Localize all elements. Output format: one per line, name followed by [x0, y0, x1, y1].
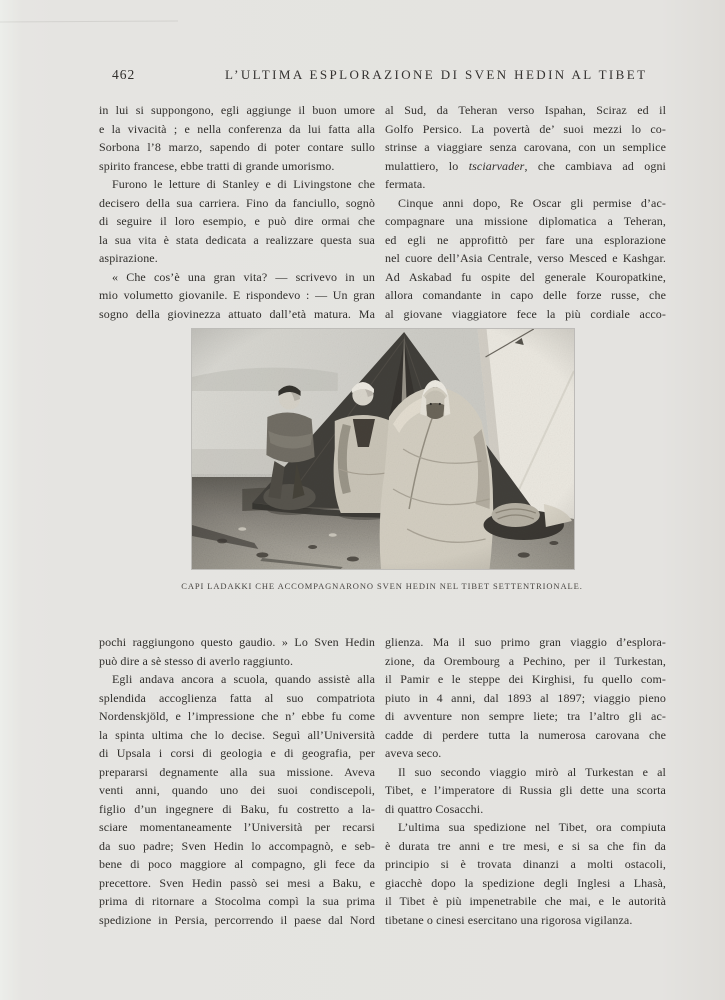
text-line: fermata.: [385, 177, 426, 191]
text-line: Furono le letture di Stanley e di Livingstone che: [112, 177, 375, 191]
text-line: è durata tre anni e tre mesi, e si sa che fin da: [385, 838, 666, 853]
text-line: decisero della sua carriera. Fino da fanciullo, sognò: [99, 195, 375, 210]
text-line: di avventure non sempre liete; tra l’altro gli ac-: [385, 709, 666, 723]
text-line: Nordenskjöld, e l’impressione che n’ ebbe fu come: [99, 709, 375, 723]
text-line: Sorbona l’8 marzo, sapendo di poter contare sullo: [99, 140, 375, 154]
text-line: nel cuore dell’Asia Centrale, verso Mesced e Kashgar.: [385, 251, 666, 265]
text-line: pochi raggiungono questo gaudio. » Lo Sven Hedin: [99, 635, 375, 649]
text-line: Egli andava ancora a scuola, quando assistè alla: [112, 672, 375, 686]
text-line: Tibet, e l’imperatore di Russia gli dette una scorta: [385, 783, 666, 797]
photo-ladakhi-chiefs: [192, 329, 574, 569]
text-line: in lui si suppongono, egli aggiunge il buon umore: [99, 103, 375, 117]
text-line: e la vivacità ; e nella conferenza da lui fatta alla: [99, 121, 375, 136]
text-line: ed egli ne approfittò per fare una esplorazione: [385, 232, 666, 247]
text-line: Ad Askabad fu ospite del generale Kouropatkine,: [385, 269, 666, 284]
text-line: tibetane o cinesi esercitano una rigorosa vigilanza.: [385, 912, 633, 927]
text-line: « Che cos’è una gran vita? — scrivevo in un: [112, 269, 375, 284]
text-line: al giovane viaggiatore fece la più cordiale acco-: [385, 306, 666, 321]
text-line: può dire a sè stesso di averlo raggiunto.: [99, 653, 294, 668]
page-number: 462: [112, 67, 136, 82]
text-column-top-right: [385, 101, 666, 323]
text-line: principio si è trovata dinanzi a molti ostacoli,: [385, 857, 666, 871]
text-line: di seguire il loro esempio, e può dire ormai che: [99, 214, 375, 228]
text-line: Cinque anni dopo, Re Oscar gli permise d’ac-: [398, 195, 666, 210]
photo-illustration: [192, 329, 574, 569]
text-column-top-left: [99, 101, 375, 323]
text-line: al Sud, da Teheran verso Ispahan, Sciraz ed il: [385, 103, 666, 117]
text-line: aspirazione.: [99, 251, 158, 265]
text-line: il Pamir e le steppe dei Kirghisi, fu quello com-: [385, 672, 666, 686]
text-line: bene di poco maggiore al compagno, gli fece da: [99, 857, 375, 871]
scan-page-edge: [0, 21, 178, 23]
text-line: di Upsala i corsi di geologia e di geografia, per: [99, 746, 375, 760]
running-title: L’ULTIMA ESPLORAZIONE DI SVEN HEDIN AL TIBET: [225, 67, 648, 82]
text-line: di quattro Cosacchi.: [385, 801, 484, 816]
text-line: sciare momentaneamente l’Università per recarsi: [99, 820, 375, 834]
photo-caption: CAPI LADAKKI CHE ACCOMPAGNARONO SVEN HEDIN NEL TIBET SETTENTRIONALE.: [181, 581, 583, 591]
text-line: spirito francese, ebbe tratti di grande umorismo.: [99, 158, 335, 173]
text-line: giacchè dopo la spedizione degli Inglesi a Lhasà,: [385, 875, 666, 890]
text-column-bottom-left: [99, 633, 375, 929]
text-line: cadde di perdere tutta la numerosa carovana che: [385, 727, 666, 742]
photo-vignette: [192, 329, 574, 569]
text-line: splendida accoglienza fatta al suo compatriota: [99, 690, 375, 705]
text-line: precettore. Sven Hedin passò sei mesi a Baku, e: [99, 875, 375, 890]
text-line: strinse a viaggiare senza carovana, con un semplice: [385, 140, 666, 154]
text-line: compagnare una missione diplomatica a Teheran,: [385, 214, 666, 228]
text-line: Il suo secondo viaggio mirò al Turkestan e al: [398, 764, 666, 779]
text-line: la sua vita è stata dedicata a realizzare questa sua: [99, 232, 375, 247]
text-line: spedizione in Persia, percorrendo il paese dal Nord: [99, 912, 375, 927]
text-line: prepararsi degnamente alla sua missione. Aveva: [99, 764, 375, 779]
text-line: prima di ritornare a Stocolma compì la sua prima: [99, 894, 375, 908]
text-line: glienza. Ma il suo primo gran viaggio d’esplora-: [385, 635, 666, 649]
text-line: venti anni, quando uno dei suoi condiscepoli,: [99, 783, 375, 797]
text-line: zione, da Orembourg a Pechino, per il Turkestan,: [385, 653, 666, 668]
text-line: la spinta ultima che lo decise. Seguì all’Università: [99, 727, 375, 742]
text-line: piuto in 4 anni, dal 1893 al 1897; viaggio pieno: [385, 690, 666, 705]
text-line: Golfo Persico. La povertà de’ suoi mezzi lo co-: [385, 121, 666, 136]
text-line: il Tibet è più impenetrabile che mai, e le autorità: [385, 894, 666, 908]
text-column-bottom-right: [385, 633, 666, 929]
text-line: mulattiero, lo tsciarvader, che cambiava ad ogni: [385, 158, 666, 173]
text-line: sogno della giovinezza attuato dall’età matura. Ma: [99, 306, 375, 321]
text-line: da suo padre; Sven Hedin lo accompagnò, e seb-: [99, 838, 375, 853]
text-line: mio volumetto giovanile. E rispondevo : — Un gran: [99, 288, 375, 302]
text-line: L’ultima sua spedizione nel Tibet, ora compiuta: [398, 820, 666, 834]
text-line: figlio d’un ingegnere di Baku, fu costretto a la-: [99, 801, 375, 816]
text-line: allora comandante in capo delle forze russe, che: [385, 288, 666, 302]
text-line: aveva seco.: [385, 746, 442, 760]
